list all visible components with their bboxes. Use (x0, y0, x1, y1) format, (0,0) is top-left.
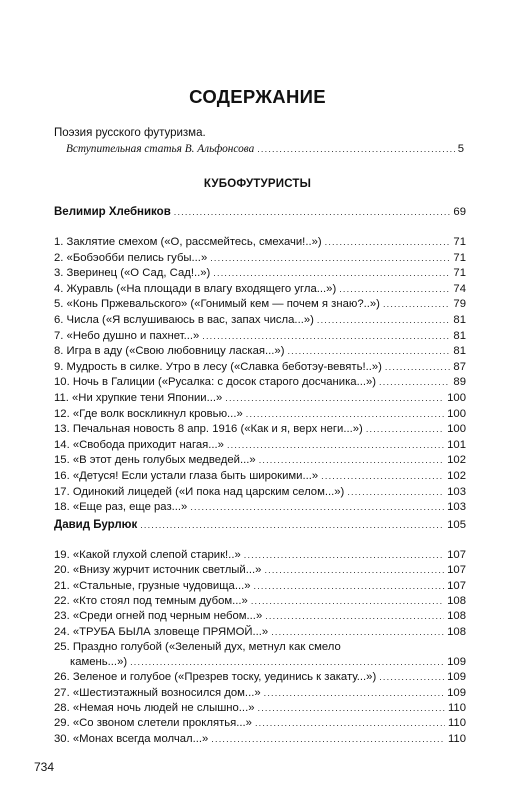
leader-dots (244, 550, 444, 560)
toc-entry-text: 8. Игра в аду («Свою любовницу лаская...») (54, 345, 285, 358)
toc-entry-page: 101 (447, 438, 466, 451)
toc-entry-text: 17. Одинокий лицедей («И пока над царским селом...») (54, 485, 345, 498)
author-page: 69 (453, 206, 466, 218)
leader-dots (210, 253, 450, 263)
leader-dots (174, 207, 451, 217)
toc-entry-text: Вступительная статья В. Альфонсова (66, 143, 255, 155)
toc-entry-page: 102 (447, 470, 466, 482)
leader-dots (347, 487, 444, 497)
toc-entry-page: 71 (453, 251, 466, 264)
leader-dots (227, 440, 444, 450)
toc-entry-text: 24. «ТРУБА БЫЛА зловеще ПРЯМОЙ...» (54, 625, 269, 638)
toc-entry (54, 501, 466, 513)
page-title: СОДЕРЖАНИЕ (189, 86, 326, 107)
toc-entry-text: 19. «Какой глухой слепой старик!..» (54, 549, 241, 561)
toc-entry-text: 14. «Свобода приходит нагая...» (54, 438, 224, 451)
toc-entry (54, 733, 466, 745)
toc-entry-text: 29. «Со звоном слетели проклятья...» (54, 717, 252, 730)
toc-entry-page: 87 (453, 360, 466, 373)
toc-entry-page: 107 (447, 564, 466, 577)
toc-entry (54, 314, 466, 326)
toc-entry-page: 102 (447, 454, 466, 467)
toc-entry-text: 5. «Конь Пржевальского» («Гонимый кем — почем я знаю?..») (54, 298, 380, 311)
leader-dots (379, 672, 444, 682)
toc-entry-text: 28. «Немая ночь людей не слышно...» (54, 702, 255, 714)
toc-entry-text: 13. Печальная новость 8 апр. 1916 («Как и я, верх неги...») (54, 423, 363, 436)
toc-entry (54, 252, 466, 264)
toc-entry-text: 2. «Бобэобби пелись губы...» (54, 251, 208, 264)
toc-entry-text: 10. Ночь в Галиции («Русалка: с досок старого досчаника...») (54, 376, 377, 389)
toc-entry-page: 81 (453, 329, 466, 342)
leader-dots (211, 734, 445, 744)
leader-dots (366, 424, 444, 434)
author-name: Велимир Хлебников (54, 206, 171, 218)
toc-entry (54, 330, 466, 342)
leader-dots (287, 346, 450, 356)
toc-entry-page: 110 (447, 732, 466, 745)
leader-dots (259, 455, 444, 465)
toc-entry (54, 580, 466, 592)
leader-dots (213, 268, 450, 278)
toc-entry (54, 376, 466, 388)
toc-entry-text: 30. «Монах всегда молчал...» (54, 732, 209, 745)
toc-entry-page: 103 (447, 501, 466, 514)
leader-dots (246, 409, 444, 419)
leader-dots (202, 331, 450, 341)
toc-entry-page: 71 (453, 236, 466, 248)
toc-entry-page: 108 (447, 594, 466, 607)
leader-dots (251, 596, 444, 606)
toc-entry (54, 626, 466, 638)
leader-dots (339, 284, 450, 294)
leader-dots (225, 393, 444, 403)
leader-dots (383, 299, 450, 309)
toc-entry-page: 108 (447, 610, 466, 623)
toc-entry-text: 23. «Среди огней под черным небом...» (54, 610, 263, 623)
toc-entry (54, 564, 466, 576)
toc-entry (54, 671, 466, 683)
toc-entry-page: 71 (453, 267, 466, 280)
leader-dots (258, 703, 445, 713)
leader-dots (317, 315, 451, 325)
leader-dots (140, 520, 444, 530)
toc-entry-page: 103 (447, 485, 466, 498)
page-number: 734 (34, 760, 55, 774)
toc-entry (54, 267, 466, 279)
toc-entry-page: 110 (447, 702, 466, 714)
toc-entry (54, 702, 466, 714)
leader-dots (264, 688, 445, 698)
leader-dots (190, 502, 444, 512)
toc-entry-text: 6. Числа («Я вслушиваюсь в вас, запах числа...») (54, 314, 314, 326)
toc-entry-text: 3. Зверинец («О Сад, Сад!..») (54, 267, 211, 280)
toc-entry (54, 610, 466, 622)
toc-entry-text: 20. «Внизу журчит источник светлый...» (54, 564, 262, 577)
toc-entry (54, 717, 466, 729)
section-title: КУБОФУТУРИСТЫ (203, 178, 312, 190)
toc-entry (70, 656, 466, 668)
toc-entry (54, 408, 466, 420)
author-page: 105 (447, 519, 466, 531)
toc-entry-page: 100 (447, 407, 466, 420)
leader-dots (130, 657, 444, 667)
toc-entry (54, 454, 466, 466)
toc-entry (54, 439, 466, 451)
author-entry (54, 206, 466, 218)
toc-entry-text: 1. Заклятие смехом («О, рассмейтесь, смехачи!..») (54, 236, 322, 248)
leader-dots (321, 471, 444, 481)
toc-entry-text: 27. «Шестиэтажный возносился дом...» (54, 686, 261, 699)
toc-entry (54, 298, 466, 310)
toc-entry-text: 11. «Ни хрупкие тени Японии...» (54, 392, 223, 404)
toc-entry-page: 107 (447, 579, 466, 592)
leader-dots (379, 377, 450, 387)
toc-entry-page: 74 (453, 282, 466, 295)
toc-entry (54, 687, 466, 699)
author-name: Давид Бурлюк (54, 519, 138, 531)
toc-entry-text: 15. «В этот день голубых медведей...» (54, 454, 256, 467)
toc-entry-page: 79 (453, 298, 466, 311)
toc-entry (54, 361, 466, 373)
toc-entry-page: 109 (447, 656, 466, 669)
toc-entry-text: 4. Журавль («На площади в влагу входящего угла...») (54, 282, 337, 295)
toc-entry-text: камень...») (70, 656, 128, 669)
author-entry (54, 519, 466, 531)
leader-dots (325, 237, 451, 247)
toc-entry-page: 110 (447, 717, 466, 730)
toc-entry-page: 89 (453, 376, 466, 389)
toc-entry-page: 81 (453, 345, 466, 358)
toc-entry (54, 470, 466, 482)
intro-title-line: Поэзия русского футуризма. (54, 127, 206, 139)
toc-entry-text: 25. Праздно голубой («Зеленый дух, метнул как смело (54, 640, 341, 653)
toc-entry (54, 283, 466, 295)
leader-dots (255, 718, 445, 728)
toc-entry-page: 5 (457, 143, 464, 155)
toc-entry (54, 392, 466, 404)
toc-entry-text: 21. «Стальные, грузные чудовища...» (54, 579, 251, 592)
toc-entry-text: 9. Мудрость в силке. Утро в лесу («Славка беботэу-вевять!..») (54, 360, 382, 373)
leader-dots (264, 565, 444, 575)
toc-entry-intro (66, 143, 464, 155)
toc-entry-text: 7. «Небо душно и пахнет...» (54, 329, 200, 342)
leader-dots (257, 144, 454, 154)
leader-dots (254, 581, 445, 591)
toc-entry (54, 595, 466, 607)
toc-entry-text: 22. «Кто стоял под темным дубом...» (54, 594, 248, 607)
toc-entry (54, 486, 466, 498)
leader-dots (265, 611, 444, 621)
toc-entry (54, 236, 466, 248)
toc-entry-page: 108 (447, 625, 466, 638)
toc-entry-text: 26. Зеленое и голубое («Презрев тоску, уединись к закату...») (54, 671, 377, 684)
toc-entry-page: 109 (447, 686, 466, 699)
toc-entry-page: 100 (447, 423, 466, 436)
toc-entry-text: 12. «Где волк воскликнул кровью...» (54, 407, 243, 420)
toc-entry-text: 16. «Детуся! Если устали глаза быть широкими...» (54, 470, 319, 482)
toc-entry (54, 549, 466, 561)
toc-entry-page: 81 (453, 314, 466, 326)
toc-entry-page: 109 (447, 671, 466, 684)
toc-entry-page: 100 (447, 392, 466, 404)
leader-dots (385, 362, 451, 372)
toc-entry (54, 423, 466, 435)
toc-entry-text: 18. «Еще раз, еще раз...» (54, 501, 188, 514)
toc-entry-page: 107 (447, 549, 466, 561)
leader-dots (271, 627, 444, 637)
toc-entry (54, 345, 466, 357)
